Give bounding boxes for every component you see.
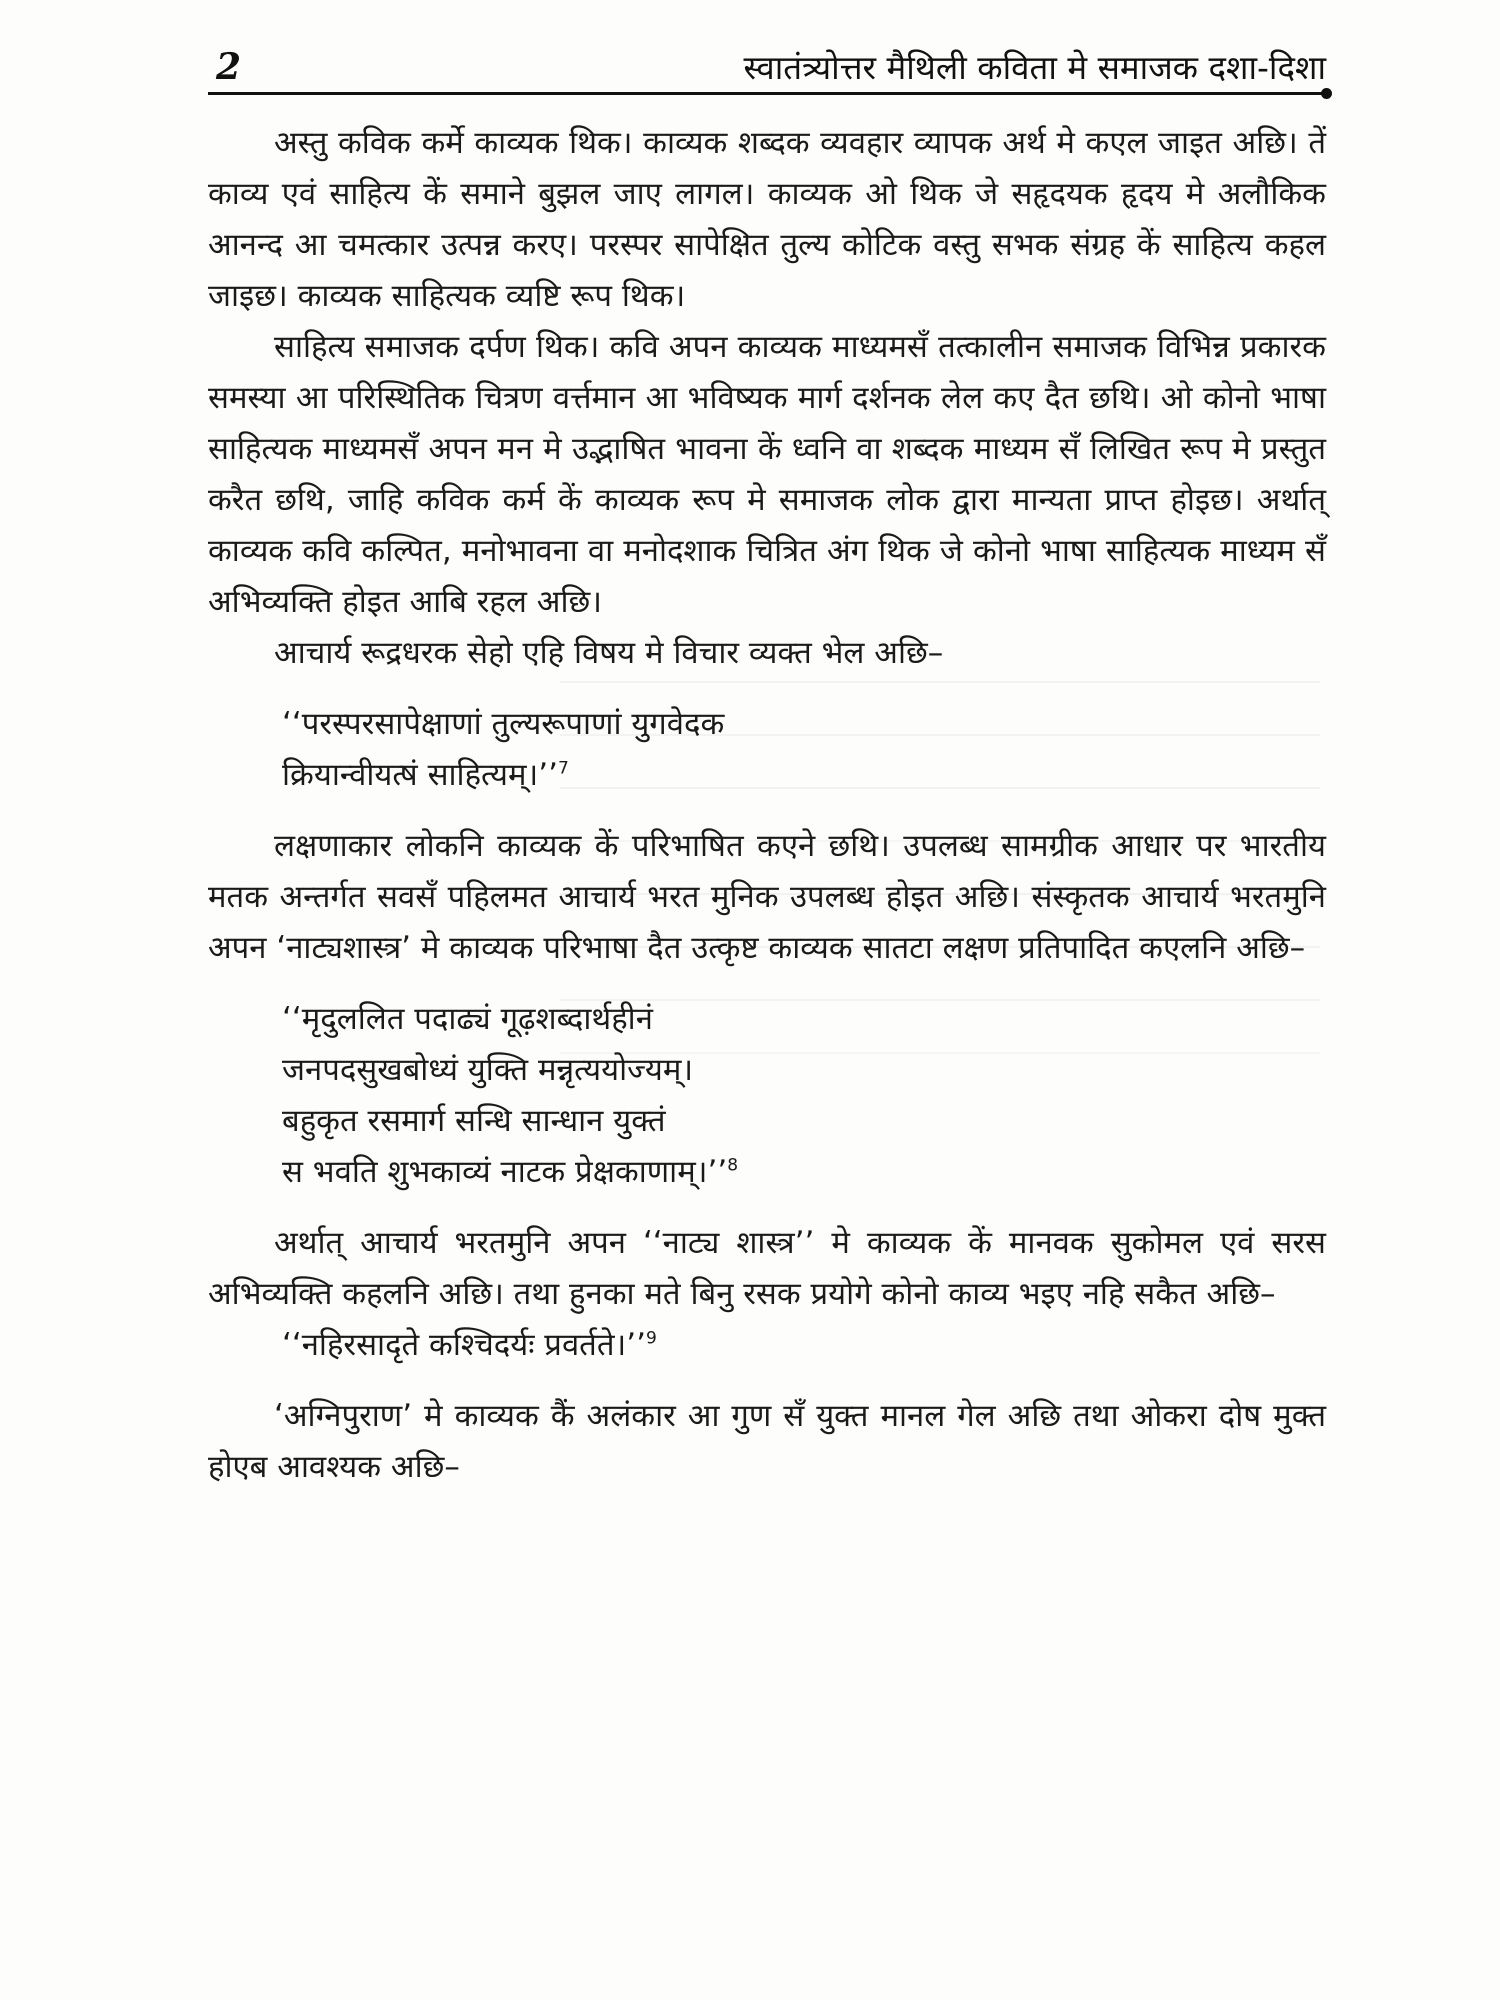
footnote-marker: 7 — [558, 758, 569, 779]
paragraph-1: अस्तु कविक कर्मे काव्यक थिक। काव्यक शब्दक व्यवहार व्यापक अर्थ मे कएल जाइत अछि। तें काव्य एवं साहित्य कें समाने बुझल जाए लागल। काव्यक ओ थिक जे सहृदयक हृदय मे अलौकिक आनन्द आ चमत्कार उत्पन्न करए। परस्पर सापेक्षित तुल्य कोटिक वस्तु सभक संग्रह कें साहित्य कहल जाइछ। काव्यक साहित्यक व्यष्टि रूप थिक। — [208, 125, 1326, 314]
quote-line-with-footnote — [282, 750, 1326, 801]
quote-3 — [208, 1320, 1326, 1371]
paragraph-3: आचार्य रूद्रधरक सेहो एहि विषय मे विचार व्यक्त भेल अछि– — [274, 635, 944, 671]
quote-line-with-footnote — [282, 1147, 1326, 1198]
page-number: 2 — [216, 46, 242, 88]
running-title: स्वातंत्र्योत्तर मैथिली कविता मे समाजक दशा-दिशा — [743, 48, 1326, 87]
paragraph-2: साहित्य समाजक दर्पण थिक। कवि अपन काव्यक माध्यमसँ तत्कालीन समाजक विभिन्न प्रकारक समस्या आ परिस्थितिक चित्रण वर्त्तमान आ भविष्यक मार्ग दर्शनक लेल कए दैत छथि। ओ कोनो भाषा साहित्यक माध्यमसँ अपन मन मे उद्भाषित भावना कें ध्वनि वा शब्दक माध्यम सँ लिखित रूप मे प्रस्तुत करैत छथि, जाहि कविक कर्म कें काव्यक रूप मे समाजक लोक द्वारा मान्यता प्राप्त होइछ। अर्थात् काव्यक कवि कल्पित, मनोभावना वा मनोदशाक चित्रित अंग थिक जे कोनो भाषा साहित्यक माध्यम सँ अभिव्यक्ति होइत आबि रहल अछि। — [208, 329, 1326, 620]
header-rule — [208, 92, 1326, 95]
paragraph-5: अर्थात् आचार्य भरतमुनि अपन ‘‘नाट्य शास्त्र’’ मे काव्यक कें मानवक सुकोमल एवं सरस अभिव्यक्ति कहलनि अछि। तथा हुनका मते बिनु रसक प्रयोगे कोनो काव्य भइए नहि सकैत अछि– — [208, 1225, 1326, 1312]
quote-line: जनपदसुखबोध्यं युक्ति मन्नृत्ययोज्यम्। — [282, 1052, 694, 1088]
quote-line: ‘‘मृदुललित पदाढ्यं गूढ़शब्दार्थहीनं — [282, 1001, 653, 1037]
header-rule-dot — [1321, 88, 1332, 99]
quote-line: ‘‘परस्परसापेक्षाणां तुल्यरूपाणां युगवेदक — [282, 706, 725, 742]
quote-line-with-footnote — [282, 1320, 1326, 1371]
quote-line: स भवति शुभकाव्यं नाटक प्रेक्षकाणाम्।’’ — [282, 1154, 728, 1190]
page-header — [208, 44, 1326, 94]
footnote-marker: 9 — [645, 1328, 657, 1349]
quote-line: ‘‘नहिरसादृते कश्चिदर्यः प्रवर्तते।’’ — [282, 1327, 646, 1363]
quote-1 — [208, 699, 1326, 801]
paragraph-4: लक्षणाकार लोकनि काव्यक कें परिभाषित कएने छथि। उपलब्ध सामग्रीक आधार पर भारतीय मतक अन्तर्गत सवसँ पहिलमत आचार्य भरत मुनिक उपलब्ध होइत अछि। संस्कृतक आचार्य भरतमुनि अपन ‘नाट्यशास्त्र’ मे काव्यक परिभाषा दैत उत्कृष्ट काव्यक सातटा लक्षण प्रतिपादित कएलनि अछि– — [208, 828, 1326, 966]
paragraph-6: ‘अग्निपुराण’ मे काव्यक कैं अलंकार आ गुण सँ युक्त मानल गेल अछि तथा ओकरा दोष मुक्त होएब आवश्यक अछि– — [208, 1398, 1326, 1485]
quote-line: बहुकृत रसमार्ग सन्धि सान्धान युक्तं — [282, 1103, 666, 1139]
body-text — [208, 118, 1326, 1493]
quote-line: क्रियान्वीयत्षं साहित्यम्।’’ — [282, 757, 559, 793]
footnote-marker: 8 — [727, 1155, 739, 1176]
quote-2 — [208, 994, 1326, 1198]
